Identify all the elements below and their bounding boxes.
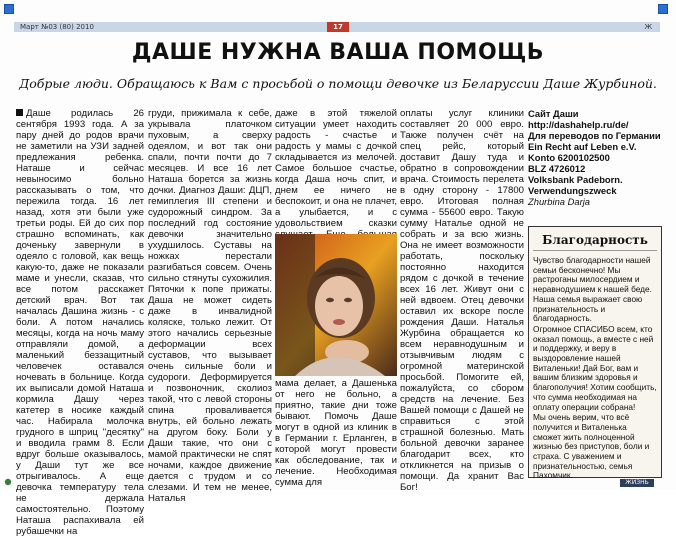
page-corner-left-icon xyxy=(4,4,14,14)
page-corner-right-icon xyxy=(658,4,668,14)
info-purpose-label: Verwendungszweck xyxy=(528,185,617,196)
issue-date: Март №03 (80) 2010 xyxy=(20,23,94,31)
article-headline: ДАШЕ НУЖНА ВАША ПОМОЩЬ xyxy=(131,40,545,65)
column-2-text: груди, прижимала к себе, укрывала платочком пуховым, а сверху одеялом, и вот так они спали, почти почти до 7 месяцев. И все 16 лет Наташа борется за жизнь дочки. Диагноз Даши: ДЦП, гемиплегия III степени и судорожный синдром. За последний год состояние девочки значительно ухудшилось. Суставы на ножках перестали разгибаться совсем. Очень сильно стянуты сухожилия. Пяточки к попе прижаты. Даша не может сидеть даже в инвалидной коляске, только лежит. От этого начались серьезные деформации всех суставов, что вызывает очень сильные боли и судороги. Деформируется и позвоночник, сколиоз такой, что с левой стороны спина проваливается внутрь, ей больно лежать на другом боку. Боли у Даши такие, что они с мамой практически не спят ночами, каждое движение дается с трудом и со слезами. И тем не менее, Наталья xyxy=(148,108,272,504)
info-transfer-label: Для переводов по Германии xyxy=(528,130,661,141)
article-column-1 xyxy=(16,108,144,537)
donation-info xyxy=(528,108,662,207)
column-3-bottom-text: мама делает, а Дашенька от него не больно, а приятно, такие дни тоже бывают. Помочь Даше могут в одной из клиник в в Германии г. Ерланген, в которой могут провести как обследование, так и лечение. Необходимая сумма для xyxy=(275,378,397,488)
bottom-dot-icon xyxy=(4,478,12,486)
paragraph-bullet-icon xyxy=(16,109,23,116)
column-4-text: оплаты услуг клиники составляет 20 000 евро. Также получен счёт на спец рейс, который доставит Дашу туда и обратно в сопровождении врача. Стоимость перелета в одну сторону - 17800 евро. Итоговая полная сумма - 55600 евро. Такую сумму Наталье одной не собрать и за всю жизнь. Она не имеет возможности работать, поскольку постоянно находится рядом с дочкой в течение всех 16 лет. Живут они с ней вдвоем. Отец девочки оставил их вскоре после рождения Даши. Наталья Журбина обращается ко всем неравнодушным и отзывчивым людям с огромной материнской просьбой. Помогите ей, пожалуйста, со сбором средств на лечение. Без Вашей помощи с Дашей не справиться с этой страшной болезнью. Мать больной девочки заранее благодарит всех, кто откликнется на призыв о помощи. Да хранит Вас Бог! xyxy=(400,108,524,493)
gratitude-paragraph: Чувство благодарности нашей семьи бесконечно! Мы растроганы милосердием и неравнодушием к нашей беде. Наша семья выражает свою признательность и благодарность. xyxy=(533,255,652,324)
publication-logo: Ж xyxy=(644,23,652,31)
footer-logo: ЖИЗНЬ xyxy=(620,479,654,487)
gratitude-box xyxy=(528,226,662,481)
article-photo xyxy=(275,234,397,376)
article-subhead: Добрые люди. Обращаюсь к Вам с просьбой о помощи девочке из Беларуссии Даше Журбиной. xyxy=(19,76,657,91)
gratitude-paragraph: Мы очень верим, что всё получится и Виталенька сможет жить полноценной жизнью без приступов, боли и страха. С уважением и признательностью, семья Пахомчик. xyxy=(533,412,650,481)
article-column-3-bottom xyxy=(275,378,397,488)
article-column-4 xyxy=(400,108,524,493)
article-column-3-top xyxy=(275,108,397,232)
girl-portrait-image xyxy=(275,234,397,376)
info-blz: BLZ 4726012 xyxy=(528,163,586,174)
info-organization: Ein Recht auf Leben e.V. xyxy=(528,141,637,152)
info-bank: Volksbank Padeborn. xyxy=(528,174,623,185)
gratitude-paragraph: Огромное СПАСИБО всем, кто оказал помощь, а вместе с ней и поддержку, и веру в выздоровление нашей Виталеньки! Дай Бог, вам и вашим близким здоровья и благополучия! Хотим сообщить, что сумма необходимая на оплату операции собрана! xyxy=(533,323,657,412)
info-site-url[interactable]: http://dashahelp.ru/de/ xyxy=(528,119,629,130)
article-column-2 xyxy=(148,108,272,504)
page-number: 17 xyxy=(327,22,349,32)
column-3-top-text: даже в этой тяжелой ситуации умеет находить радость - счастье и радость у мамы с дочкой складывается из мелочей. Самое большое счастье, когда Даша ночь спит, и днем ее ничего не беспокоит, и она не плачет, а улыбается, и с удовольствием сказки xyxy=(275,108,397,229)
column-1-text: Даше родилась 26 сентября 1993 года. А за пару дней до родов врачи не заметили на УЗИ задней предлежания ребенка. Наташе и сейчас невыносимо больно рассказывать о том, что пережила тогда. 16 лет назад, хотя эти были уже третьи роды. Ей до сих пор страшно вспоминать, как доченьку завернули в одеяло с головой, как вещь какую-то, даже не показали маме и унесли, сказав, что все потом расскажет детский врач. Вот так началась Дашина жизнь - с боли. А потом начались месяцы, когда на ночь маму отправляли домой, а маленький беззащитный человечек оставался ночевать в больнице. Когда их выписали домой Наташа кормила Дашу через катетер в носике каждый час. Набирала молочка грудного в шприц "десятку" и вводила грамм 8. Если вдруг больше оказывалось, у Даши тут же все отрыгивалось. А еще девочка температуру тела не держала самостоятельно. Поэтому Наташа распахивала ей рубашечки на xyxy=(16,108,144,537)
info-signature: Zhurbina Darja xyxy=(528,196,591,207)
gratitude-title: Благодарность xyxy=(533,233,657,251)
info-site-label: Сайт Даши xyxy=(528,108,579,119)
info-konto: Konto 6200102500 xyxy=(528,152,610,163)
